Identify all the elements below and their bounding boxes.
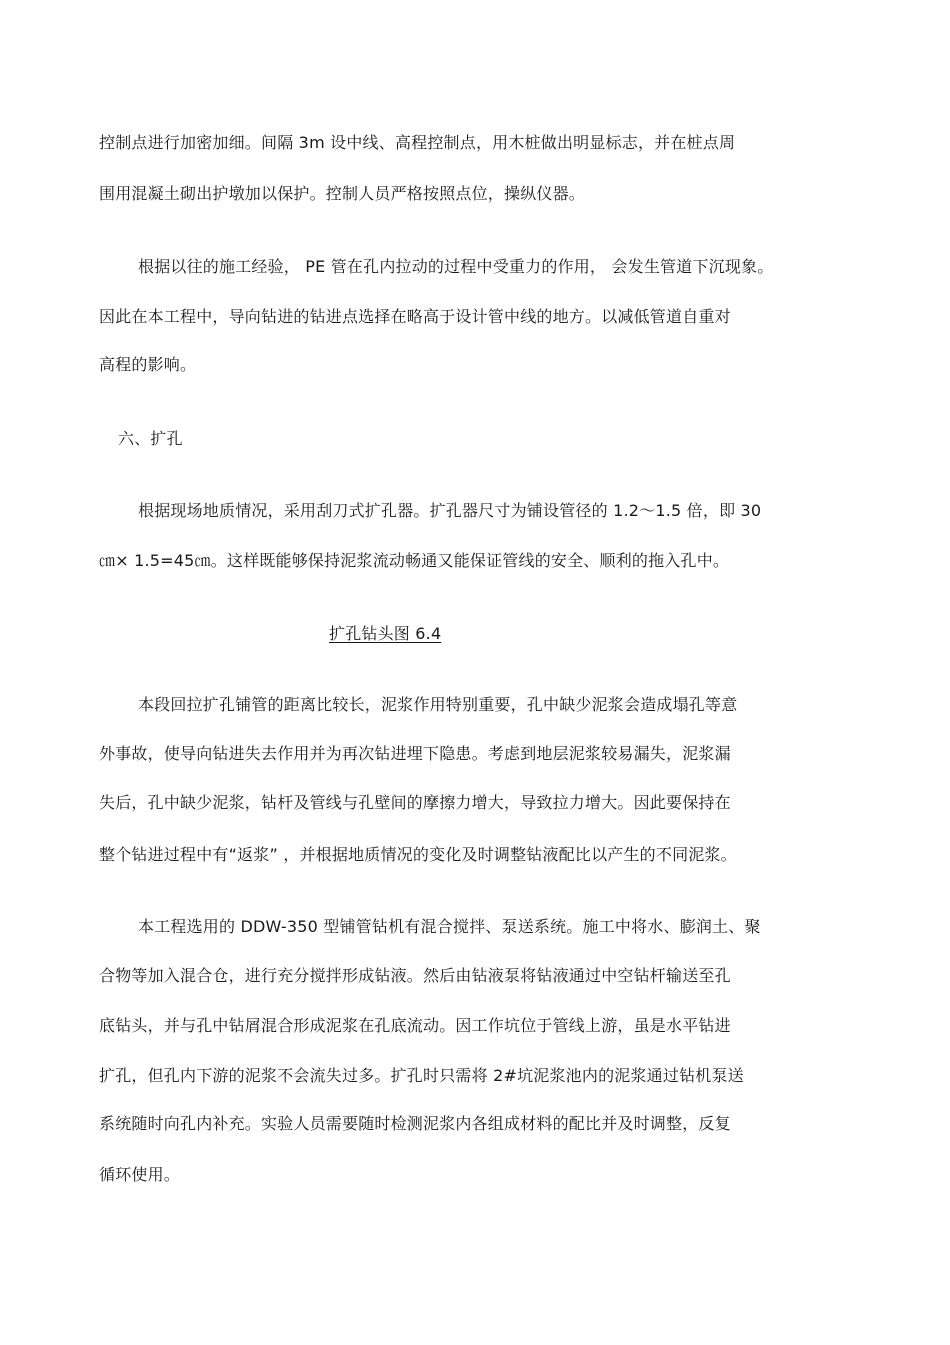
body-text-line: 本段回拉扩孔铺管的距离比较长，泥浆作用特别重要，孔中缺少泥浆会造成塌孔等意 — [138, 695, 738, 714]
body-text-line: 系统随时向孔内补充。实验人员需要随时检测泥浆内各组成材料的配比并及时调整，反复 — [99, 1114, 731, 1133]
body-text-line: 底钻头，并与孔中钻屑混合形成泥浆在孔底流动。因工作坑位于管线上游，虽是水平钻进 — [99, 1016, 731, 1035]
body-text-line: 失后，孔中缺少泥浆，钻杆及管线与孔壁间的摩擦力增大，导致拉力增大。因此要保持在 — [99, 793, 731, 812]
figure-caption: 扩孔钻头图 6.4 — [329, 624, 442, 643]
body-text-line: 外事故，使导向钻进失去作用并为再次钻进埋下隐患。考虑到地层泥浆较易漏失，泥浆漏 — [99, 744, 731, 763]
body-text-line: 高程的影响。 — [99, 355, 197, 374]
body-text-line: 根据现场地质情况，采用刮刀式扩孔器。扩孔器尺寸为铺设管径的 1.2～1.5 倍，即 30 — [138, 501, 762, 520]
body-text-line: ㎝× 1.5=45㎝。这样既能够保持泥浆流动畅通又能保证管线的安全、顺利的拖入孔中。 — [99, 551, 730, 570]
body-text-line: 本工程选用的 DDW-350 型铺管钻机有混合搅拌、泵送系统。施工中将水、膨润土、聚 — [138, 917, 761, 936]
body-text-line: 围用混凝土砌出护墩加以保护。控制人员严格按照点位，操纵仪器。 — [99, 184, 586, 203]
body-text-line: 循环使用。 — [99, 1165, 181, 1184]
body-text-line: 扩孔，但孔内下游的泥浆不会流失过多。扩孔时只需将 2#坑泥浆池内的泥浆通过钻机泵送 — [99, 1066, 744, 1085]
body-text-line: 整个钻进过程中有“返浆” ，并根据地质情况的变化及时调整钻液配比以产生的不同泥浆。 — [99, 845, 737, 864]
body-text-line: 根据以往的施工经验， PE 管在孔内拉动的过程中受重力的作用， 会发生管道下沉现象。 — [138, 257, 774, 276]
body-text-line: 控制点进行加密加细。间隔 3m 设中线、高程控制点，用木桩做出明显标志，并在桩点周 — [99, 133, 736, 152]
body-text-line: 合物等加入混合仓，进行充分搅拌形成钻液。然后由钻液泵将钻液通过中空钻杆输送至孔 — [99, 966, 731, 985]
section-heading: 六、扩孔 — [118, 429, 183, 448]
body-text-line: 因此在本工程中，导向钻进的钻进点选择在略高于设计管中线的地方。以减低管道自重对 — [99, 307, 731, 326]
